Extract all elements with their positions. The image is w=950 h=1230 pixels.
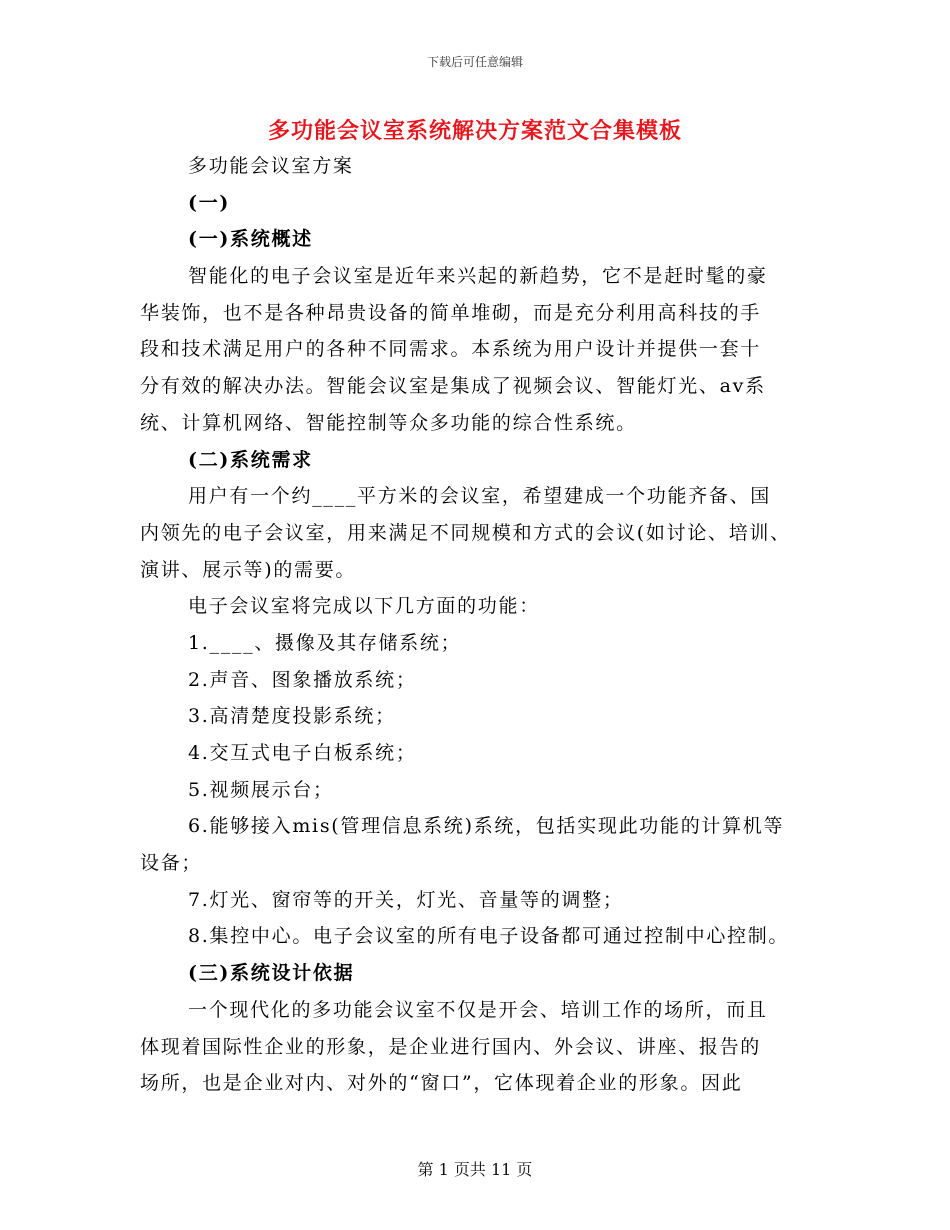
body-line: 8.集控中心。电子会议室的所有电子设备都可通过控制中心控制。 — [188, 925, 790, 948]
body-line: 7.灯光、窗帘等的开关，灯光、音量等的调整； — [188, 888, 624, 911]
body-line: 设备； — [140, 852, 203, 875]
section-heading: (二)系统需求 — [188, 448, 313, 471]
body-line: 体现着国际性企业的形象，是企业进行国内、外会议、讲座、报告的 — [140, 1035, 762, 1058]
document-body — [140, 148, 820, 1102]
body-line: 4.交互式电子白板系统； — [188, 742, 417, 764]
page-footer: 第 1 页共 11 页 — [417, 1160, 533, 1179]
body-line: 场所，也是企业对内、对外的“窗口”，它体现着企业的形象。因此 — [140, 1072, 743, 1095]
body-line: 2.声音、图象播放系统； — [188, 668, 417, 691]
body-line: 用户有一个约____平方米的会议室，希望建成一个功能齐备、国 — [188, 485, 772, 508]
body-line: 内领先的电子会议室，用来满足不同规模和方式的会议(如讨论、培训、 — [140, 521, 791, 544]
body-line: 一个现代化的多功能会议室不仅是开会、培训工作的场所，而且 — [188, 998, 768, 1021]
body-line: 1.____、摄像及其存储系统； — [188, 631, 462, 654]
section-heading: (一)系统概述 — [188, 228, 313, 251]
body-line: 智能化的电子会议室是近年来兴起的新趋势，它不是赶时髦的豪 — [188, 265, 768, 288]
body-line: 段和技术满足用户的各种不同需求。本系统为用户设计并提供一套十 — [140, 338, 762, 361]
section-heading: (一) — [188, 191, 231, 214]
body-line: 华装饰，也不是各种昂贵设备的简单堆砌，而是充分利用高科技的手 — [140, 301, 762, 324]
body-line: 分有效的解决办法。智能会议室是集成了视频会议、智能灯光、av系 — [140, 375, 766, 398]
body-line: 电子会议室将完成以下几方面的功能： — [188, 595, 540, 618]
page-header: 下载后可任意编辑 — [426, 55, 523, 69]
body-line: 多功能会议室方案 — [188, 155, 354, 177]
body-line: 3.高清楚度投影系统； — [188, 705, 396, 728]
section-heading: (三)系统设计依据 — [188, 962, 355, 985]
document-title: 多功能会议室系统解决方案范文合集模板 — [267, 118, 682, 144]
body-line: 演讲、展示等)的需要。 — [140, 558, 357, 581]
body-line: 统、计算机网络、智能控制等众多功能的综合性系统。 — [140, 411, 637, 434]
body-line: 5.视频展示台； — [188, 778, 334, 801]
body-line: 6.能够接入mis(管理信息系统)系统，包括实现此功能的计算机等 — [188, 815, 785, 838]
